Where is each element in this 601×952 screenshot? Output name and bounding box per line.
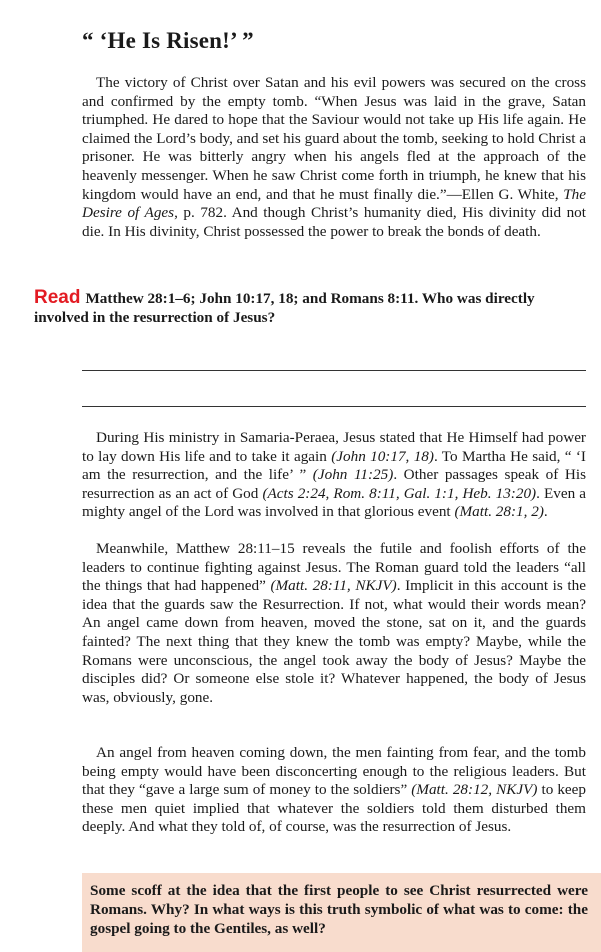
body1-text-5: . xyxy=(543,503,548,521)
body3-text-1: An angel from heaven coming down, the men fainting from fear, and the tomb being empty would have been disconcerting enough to the religious leaders. But that they “gave a large sum of money to the soldiers” xyxy=(82,744,586,799)
body1-text-1: During His ministry in Samaria-Peraea, Jesus stated that He Himself had power to lay down His life and to take it again xyxy=(82,429,586,465)
intro-paragraph xyxy=(82,74,586,241)
scripture-ref: (Matt. 28:1, 2) xyxy=(454,503,544,521)
callout-text: Some scoff at the idea that the first people to see Christ resurrected were Romans. Why? In what ways is this truth symbolic of what was to come: the gospel going to the Gentiles, as well? xyxy=(90,882,588,937)
scripture-ref: (Acts 2:24, Rom. 8:11, Gal. 1:1, Heb. 13:20) xyxy=(262,484,537,502)
body3-text-2: to keep these men quiet implied that whatever the soldiers told them disturbed them deeply. And what they told of, of course, was the resurrection of Jesus. xyxy=(82,781,586,836)
scripture-ref: (John 10:17, 18) xyxy=(331,447,434,465)
answer-line-2[interactable] xyxy=(82,406,586,407)
read-prompt xyxy=(34,288,586,327)
page-title: “ ‘He Is Risen!’ ” xyxy=(82,28,254,53)
intro-text: The victory of Christ over Satan and his evil powers was secured on the cross and confirmed by the empty tomb. “When Jesus was laid in the grave, Satan triumphed. He dared to hope that the Saviour would not take up His life again. He claimed the Lord’s body, and set his guard about the tomb, seeking to hold Christ a prisoner. He was bitterly angry when his angels fled at the approach of the heavenly messenger. When he saw Christ come forth in triumph, he knew that his kingdom would have an end, and that he must finally die.”—Ellen G. White, xyxy=(82,74,586,203)
body-paragraph-1 xyxy=(82,429,586,522)
intro-tail: , p. 782. And though Christ’s humanity died, His divinity did not die. In His divinity, Christ possessed the power to break the bonds of death. xyxy=(82,204,586,240)
scripture-ref: (Matt. 28:12, NKJV) xyxy=(411,781,538,799)
answer-line-1[interactable] xyxy=(82,370,586,371)
body1-text-4: . Even a mighty angel of the Lord was involved in that glorious event xyxy=(82,484,586,521)
scripture-ref: (John 11:25) xyxy=(312,466,394,484)
scripture-ref: (Matt. 28:11, NKJV) xyxy=(270,577,397,595)
read-question: Matthew 28:1–6; John 10:17, 18; and Romans 8:11. Who was directly involved in the resurrection of Jesus? xyxy=(34,290,535,326)
read-label: Read xyxy=(34,287,81,308)
body-paragraph-2 xyxy=(82,540,586,707)
book-title: The Desire of Ages xyxy=(82,185,586,222)
body1-text-3: . Other passages speak of His resurrection as an act of God xyxy=(82,466,586,502)
body2-text-1: Meanwhile, Matthew 28:11–15 reveals the futile and foolish efforts of the leaders to continue fighting against Jesus. The Roman guard told the leaders “all the things that had happened” xyxy=(82,540,586,595)
discussion-callout xyxy=(82,873,601,952)
body-paragraph-3 xyxy=(82,744,586,837)
body2-text-2: . Implicit in this account is the idea that the guards saw the Resurrection. If not, what would their words mean? An angel came down from heaven, moved the stone, sat on it, and the guards fainted? The next thing that they knew the tomb was empty? Maybe, while the Romans were unconscious, the angel took away the body of Jesus? Maybe the disciples did? Or someone else stole it? Whatever happened, the body of Jesus was, obviously, gone. xyxy=(82,577,586,706)
body1-text-2: . To Martha He said, “ ‘I am the resurrection, and the life’ ” xyxy=(82,447,586,484)
